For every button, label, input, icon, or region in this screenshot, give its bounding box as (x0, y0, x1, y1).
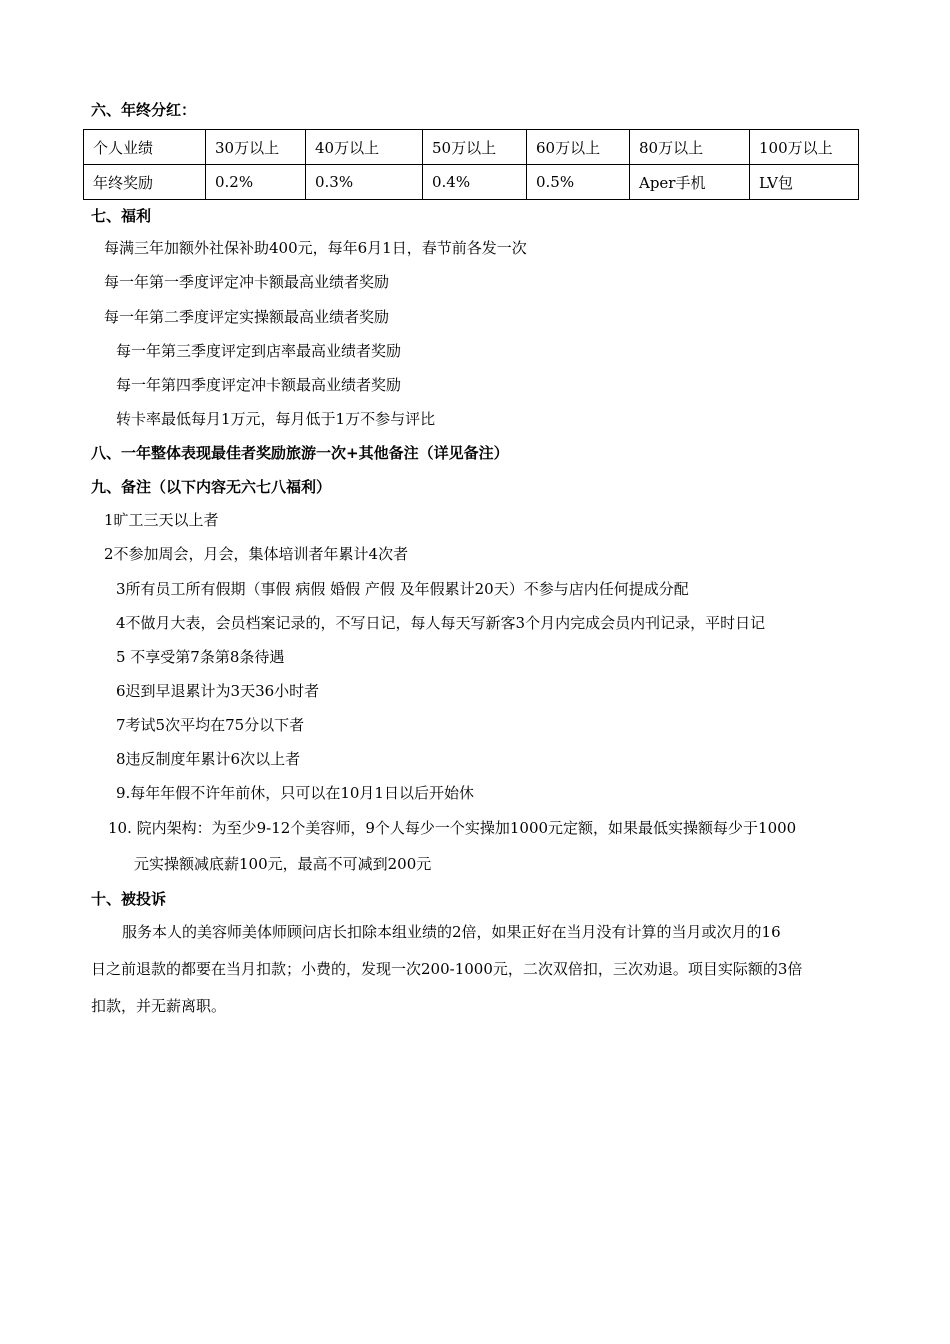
table-cell: 80万以上 (630, 130, 750, 165)
note-item: 2不参加周会，月会，集体培训者年累计4次者 (104, 545, 409, 563)
table-row (84, 130, 859, 165)
table-cell: 60万以上 (527, 130, 630, 165)
note-item-continued: 元实操额减底薪100元，最高不可减到200元 (134, 855, 432, 873)
note-item: 5 不享受第7条第8条待遇 (116, 648, 285, 666)
note-item: 3所有员工所有假期（事假 病假 婚假 产假 及年假累计20天）不参与店内任何提成分配 (116, 580, 689, 598)
section-7-heading: 七、福利 (91, 207, 152, 225)
complaint-paragraph-line: 扣款，并无薪离职。 (91, 997, 227, 1015)
table-cell: 30万以上 (206, 130, 306, 165)
welfare-line: 每一年第三季度评定到店率最高业绩者奖励 (116, 342, 402, 360)
table-cell: 0.2% (206, 165, 306, 200)
note-item: 4不做月大表，会员档案记录的，不写日记，每人每天写新客3个月内完成会员内刊记录，平时日记 (116, 614, 766, 632)
table-cell: LV包 (750, 165, 859, 200)
note-item: 7考试5次平均在75分以下者 (116, 716, 305, 734)
welfare-line: 每一年第二季度评定实操额最高业绩者奖励 (104, 308, 390, 326)
complaint-paragraph-line: 日之前退款的都要在当月扣款；小费的，发现一次200-1000元，二次双倍扣，三次劝退。项目实际额的3倍 (91, 960, 803, 978)
welfare-line: 每满三年加额外社保补助400元，每年6月1日，春节前各发一次 (104, 239, 527, 257)
welfare-line: 转卡率最低每月1万元，每月低于1万不参与评比 (116, 410, 436, 428)
table-cell: 100万以上 (750, 130, 859, 165)
note-item: 6迟到早退累计为3天36小时者 (116, 682, 320, 700)
table-cell: 0.5% (527, 165, 630, 200)
note-item: 8违反制度年累计6次以上者 (116, 750, 301, 768)
welfare-line: 每一年第一季度评定冲卡额最高业绩者奖励 (104, 273, 390, 291)
section-8-heading: 八、一年整体表现最佳者奖励旅游一次+其他备注（详见备注） (91, 444, 509, 462)
table-cell: 年终奖励 (84, 165, 206, 200)
complaint-paragraph-line: 服务本人的美容师美体师顾问店长扣除本组业绩的2倍，如果正好在当月没有计算的当月或次月的16 (122, 923, 781, 941)
table-cell: 40万以上 (306, 130, 423, 165)
section-6-heading: 六、年终分红： (91, 101, 197, 119)
note-item: 10. 院内架构：为至少9-12个美容师，9个人每少一个实操加1000元定额，如果最低实操额每少于1000 (108, 819, 797, 837)
note-item: 1旷工三天以上者 (104, 511, 219, 529)
year-end-bonus-table (83, 129, 859, 200)
table-cell: 0.4% (423, 165, 527, 200)
table-row (84, 165, 859, 200)
section-9-heading: 九、备注（以下内容无六七八福利） (91, 478, 332, 496)
note-item: 9.每年年假不许年前休，只可以在10月1日以后开始休 (116, 784, 474, 802)
table-cell: 个人业绩 (84, 130, 206, 165)
table-cell: Aper手机 (630, 165, 750, 200)
table-cell: 0.3% (306, 165, 423, 200)
welfare-line: 每一年第四季度评定冲卡额最高业绩者奖励 (116, 376, 402, 394)
section-10-heading: 十、被投诉 (91, 890, 167, 908)
table-cell: 50万以上 (423, 130, 527, 165)
